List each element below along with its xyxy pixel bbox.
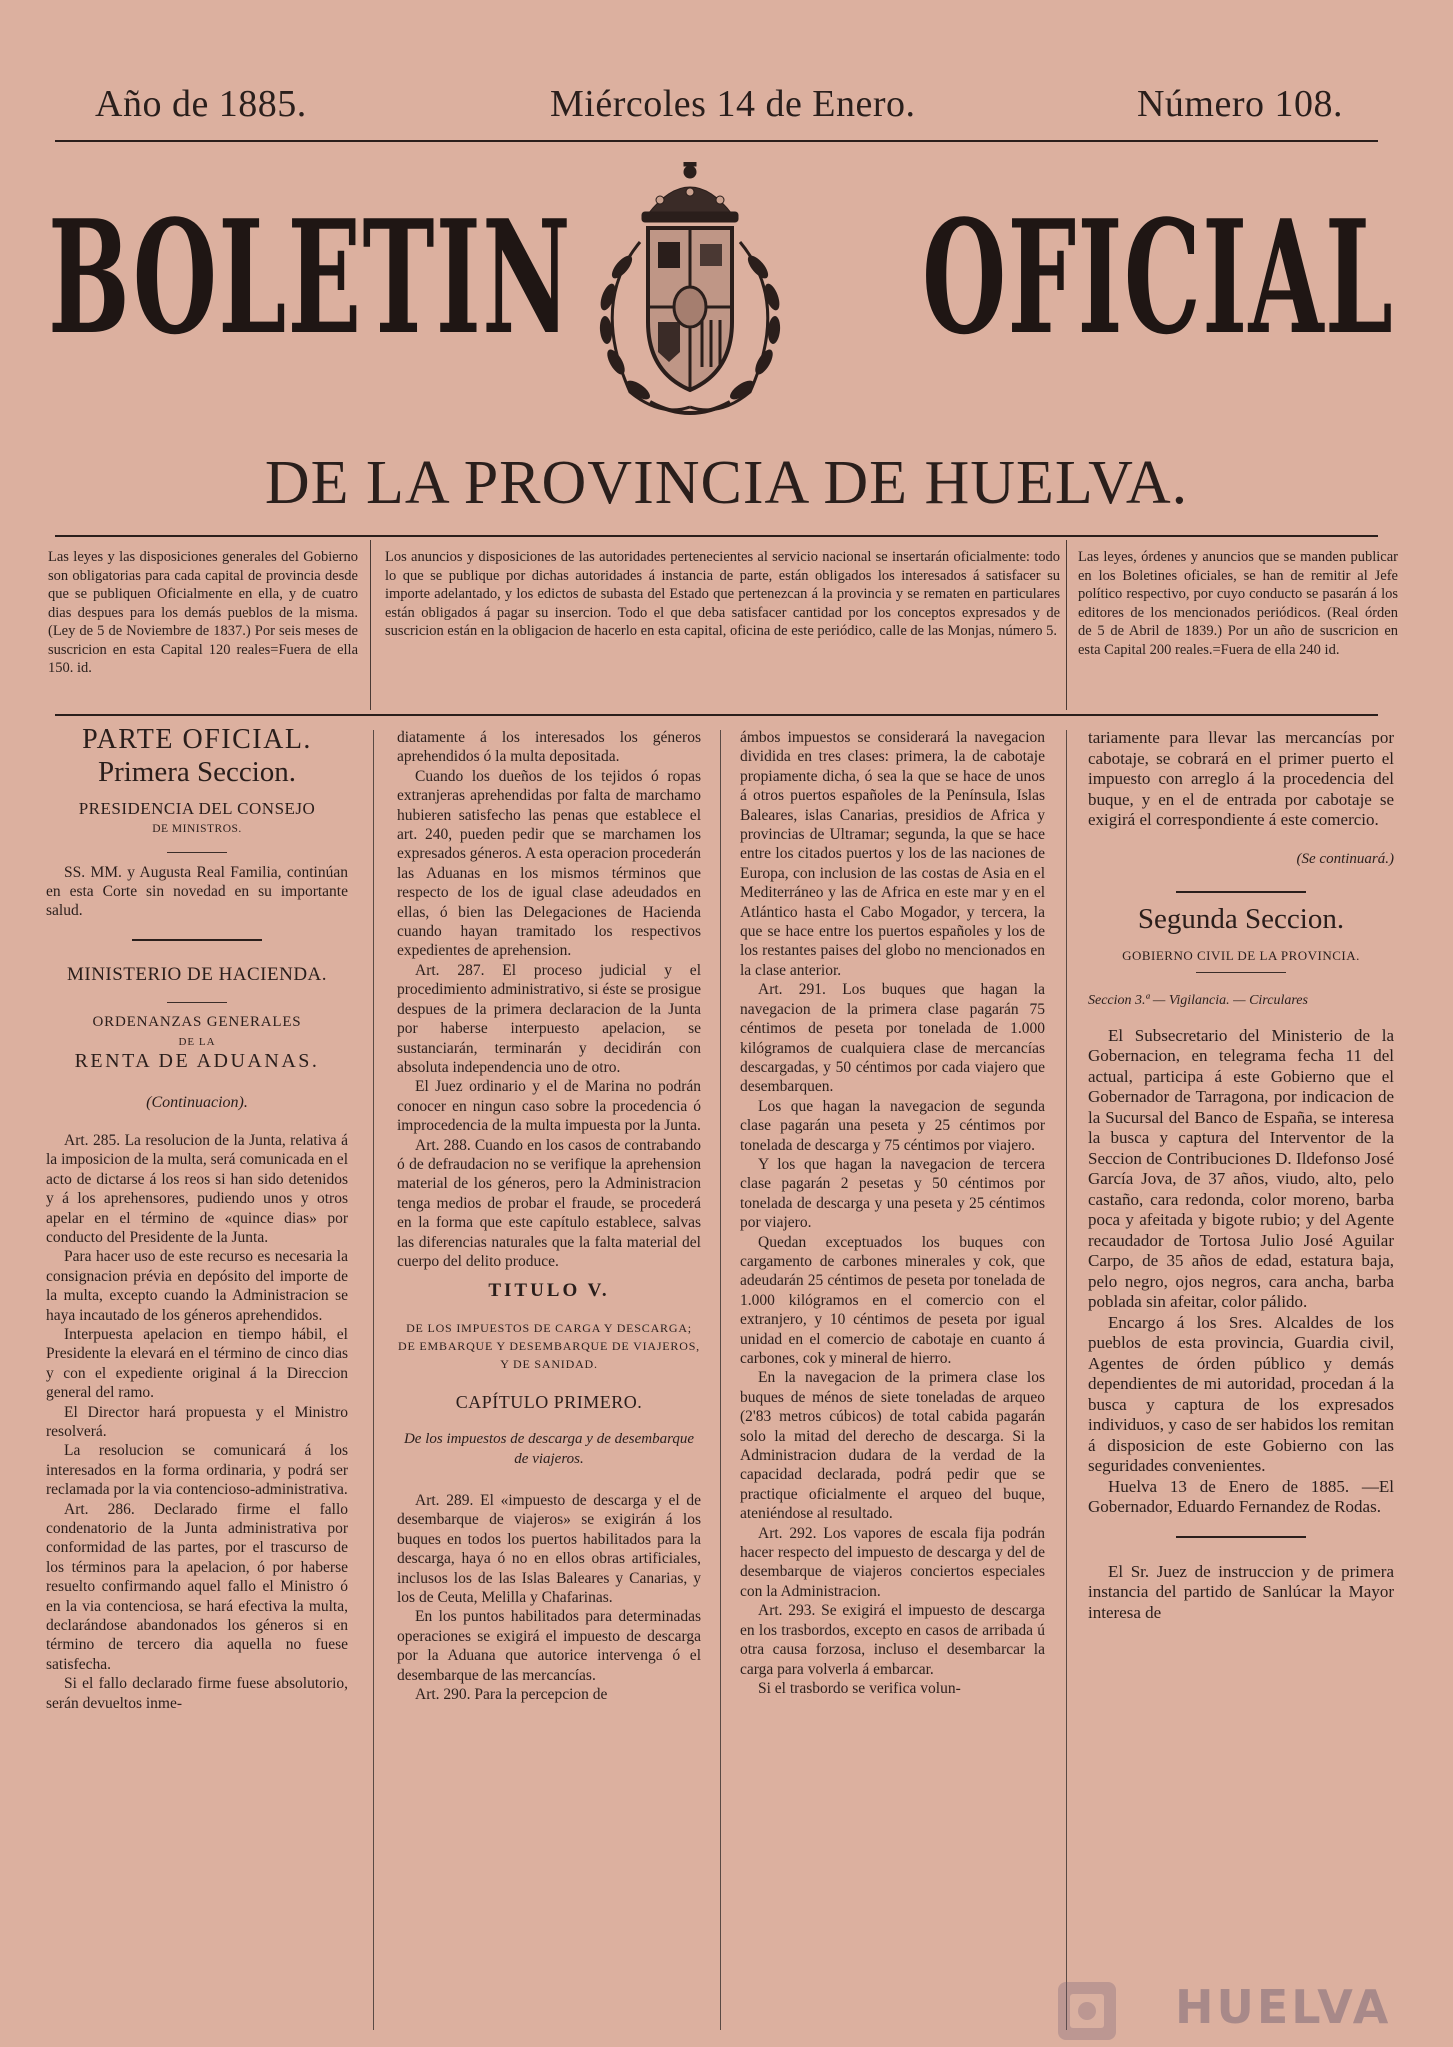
paragraph: El Director hará propuesta y el Ministro resolverá.	[46, 1403, 348, 1440]
divider	[167, 852, 227, 853]
titulo-subheading: DE LOS IMPUESTOS DE CARGA Y DESCARGA; DE EMBARQUE Y DESEMBARQUE DE VIAJEROS, Y DE SANIDAD.	[398, 1320, 700, 1371]
info-box-center: Los anuncios y disposiciones de las autoridades pertenecientes al servicio nacional se insertarán oficialmente: todo lo que se publique por dichas autoridades á instancia de parte, están obligados los interesados á satisfacer su importe adelantado, y los edictos de subasta del Estado que pertenezcan á la provincia y se rematen en particulares están obligados á pagar su insercion. Todo el que deba satisfacer cantidad por los conceptos expresados y de suscricion están en la obligacion de hacerlo en esta capital, oficina de este periódico, calle de las Monjas, número 5.	[385, 549, 1060, 639]
paragraph: Cuando los dueños de los tejidos ó ropas extranjeras aprehendidas por falta de marchamo hubieren satisfecho las penas que establece el art. 240, pueden pedir que se marchamen los expresados géneros. A esta operacion procederán las Aduanas en los mismos términos que respecto de los de igual clase adeudados en ellas, ó bien las Delegaciones de Hacienda cuando hayan tramitado los respectivos expedientes de aprehension.	[397, 767, 701, 960]
paragraph: Art. 290. Para la percepcion de	[415, 1686, 608, 1704]
masthead-oficial: OFICIAL	[922, 186, 1395, 369]
paragraph: Art. 287. El proceso judicial y el procedimiento administrativo, si éste se prosigue despues de la primera declaracion de la Junta por haberse interpuesto apelacion, se sustanciarán, terminarán y decidirán con absoluta independencia uno de otro.	[397, 961, 701, 1076]
paragraph: Art. 292. Los vapores de escala fija podrán hacer respecto del impuesto de descarga y del de desembarque de viajeros conciertos especiales con la Administracion.	[740, 1524, 1045, 1600]
paragraph: El Sr. Juez de instruccion y de primera instancia del partido de Sanlúcar la Mayor interesa de	[1088, 1561, 1394, 1622]
paragraph: ámbos impuestos se considerará la navegacion dividida en tres clases: primera, la de cabotaje propiamente dicha, ó sea la que se hace de unos á otros puertos españoles de la Península, Islas Baleares, islas Canarias, presidios de Africa y provincias de Ultramar; segunda, la que se hace entre los citados puertos y los de las naciones de Europa, con inclusion de las costas de Asia en el Mediterráneo y las de Africa en este mar y en el Atlántico hasta el Cabo Mogador, y tercera, la que se hace entre los puertos españoles y los de los restantes paises del globo no mencionados en la clase anterior.	[740, 729, 1045, 979]
paragraph: Y los que hagan la navegacion de tercera clase pagarán 2 pesetas y 50 céntimos por tonelada de descarga y una peseta y 25 céntimos por viajero.	[740, 1155, 1045, 1232]
paragraph: El Subsecretario del Ministerio de la Gobernacion, en telegrama fecha 11 del actual, participa á este Gobierno que el Gobernador de Tarragona, por indicacion de la Sucursal del Banco de España, se interesa la busca y captura del Interventor de la Seccion de Contribuciones D. Ildefonso José García Jova, de 37 años, viudo, alto, pelo castaño, cara redonda, color moreno, barba poca y afeitada y bigote rubio; y del Agente recaudador de Tortosa Julio José Aguilar Carpo, de 35 años de edad, estatura baja, pelo negro, ojos negros, cara ancha, barba poblada sin afeitar, color pálido.	[1088, 1025, 1394, 1311]
paragraph: Art. 288. Cuando en los casos de contrabando ó de defraudacion no se verifique la aprehension material de los géneros, pero la Administracion tenga medios de probar el fraude, se procederá en la forma que este capítulo establece, salvas las diferencias naturales que la falta material del cuerpo del delito produce.	[397, 1136, 701, 1270]
continuacion-note: (Continuacion).	[146, 1094, 248, 1112]
info-rule	[55, 714, 1378, 716]
gobierno-civil-heading: GOBIERNO CIVIL DE LA PROVINCIA.	[1122, 947, 1360, 963]
divider	[1176, 1536, 1306, 1538]
column-4	[1088, 728, 1394, 1623]
ordenanzas-heading: ORDENANZAS GENERALES	[92, 1014, 302, 1031]
header-rule	[55, 140, 1378, 142]
paragraph: Interpuesta apelacion en tiempo hábil, el Presidente la elevará en el término de cinco dias y con el expediente original á la Direccion general del ramo.	[46, 1325, 348, 1402]
parte-oficial-heading: PARTE OFICIAL.	[82, 724, 312, 755]
issue-number: Número 108.	[1136, 83, 1343, 125]
info-box-left: Las leyes y las disposiciones generales del Gobierno son obligatorias para cada capital de provincia desde que se publiquen Oficialmente en ella, y de cuatro dias despues para los demás pueblos de la misma. (Ley de 5 de Noviembre de 1837.) Por seis meses de suscricion en esta Capital 120 reales=Fuera de ella 150. id.	[48, 549, 358, 676]
divider	[1176, 891, 1306, 893]
column-3	[740, 728, 1045, 1698]
paragraph: Quedan exceptuados los buques con cargamento de carbones minerales y cok, que adeudarán 25 céntimos de peseta por tonelada de 1.000 kilógramos en el comercio con el extranjero, y 10 céntimos de peseta por igual unidad en el comercio de cabotaje en cuanto á carbones, cok y mineral de hierro.	[740, 1233, 1045, 1367]
column-2	[397, 728, 701, 1704]
archive-watermark-text: HUELVA	[1175, 1980, 1392, 2034]
paragraph: Los que hagan la navegacion de segunda clase pagarán una peseta y 25 céntimos por tonelada de descarga y 75 céntimos por viajero.	[740, 1097, 1045, 1154]
paragraph: Art. 286. Declarado firme el fallo condenatorio de la Junta administrativa por conformidad de las partes, por el trascurso de los términos para la apelacion, ó por haberse resuelto confirmando aquel fallo el Ministro ó en la via contenciosa, se hará efectiva la multa, declarándose abandonados los géneros si en término de tercero dia aquella no fuese satisfecha.	[46, 1500, 348, 1673]
seccion-vigilancia-heading: Seccion 3.ª — Vigilancia. — Circulares	[1088, 993, 1308, 1008]
paragraph: Encargo á los Sres. Alcaldes de los pueblos de esta provincia, Guardia civil, Agentes de órden público y demás dependientes de mi autoridad, procedan á la busca y captura de los expresados individuos, y caso de ser habidos los remitan á disposicion de este Gobierno con las seguridades convenientes.	[1088, 1312, 1394, 1475]
ministros-subheading: DE MINISTROS.	[152, 823, 242, 836]
header-line	[55, 82, 1383, 132]
masthead-boletin: BOLETIN	[48, 186, 572, 369]
presidencia-heading: PRESIDENCIA DEL CONSEJO	[78, 798, 316, 818]
paragraph: Art. 285. La resolucion de la Junta, relativa á la imposicion de la multa, será comunicada en el acto de dictarse á los reos si han sido detenidos y á los aprehensores, pudiendo unos y otros apelar en el término de «quince dias» por conducto del Presidente de la Junta.	[46, 1131, 348, 1246]
ministerio-heading: MINISTERIO DE HACIENDA.	[66, 963, 328, 985]
issue-year: Año de 1885.	[95, 83, 307, 125]
paragraph: Si el trasbordo se verifica volun-	[758, 1679, 961, 1697]
paragraph: Si el fallo declarado firme fuese absolutorio, serán devueltos inme-	[46, 1675, 348, 1712]
paragraph: Art. 291. Los buques que hagan la navegacion de la primera clase pagarán 75 céntimos de peseta por tonelada de 1.000 kilógramos de cualquiera clase de mercancías descargadas, y 50 céntimos por cada viajero que desembarquen.	[740, 981, 1045, 1096]
paragraph: El Juez ordinario y el de Marina no podrán conocer en ningun caso sobre la procedencia ó improcedencia de la multa impuesta por la Junta.	[397, 1078, 701, 1135]
continuara-note: (Se continuará.)	[1296, 850, 1394, 867]
paragraph: Para hacer uso de este recurso es necesaria la consignacion prévia en depósito del importe de la multa, excepto cuando la Administracion se haya incautado de los géneros aprehendidos.	[46, 1248, 348, 1324]
renta-heading: RENTA DE ADUANAS.	[74, 1050, 320, 1073]
divider	[1196, 972, 1286, 973]
masthead-subtitle: DE LA PROVINCIA DE HUELVA.	[264, 449, 1189, 517]
paragraph: La resolucion se comunicará á los interesados en la forma ordinaria, y podrá ser reclamada por la via contencioso-administrativa.	[46, 1442, 348, 1499]
column-separator	[373, 730, 374, 2030]
paragraph: Art. 293. Se exigirá el impuesto de descarga en los trasbordos, excepto en casos de arribada ú otra causa forzosa, incluso el desembarcar la carga para volverla á embarcar.	[740, 1602, 1045, 1678]
paragraph: tariamente para llevar las mercancías por cabotaje, se cobrará en el primer puerto el impuesto con arreglo á la procedencia del buque, y en el de entrada por cabotaje se exigirá el correspondiente á este comercio.	[1088, 728, 1394, 829]
masthead-rule	[55, 535, 1378, 537]
paragraph: En los puntos habilitados para determinadas operaciones se exigirá el impuesto de descarga por la Aduana que autorice intervenga ó el desembarque de las mercancías.	[397, 1608, 701, 1684]
primera-seccion-heading: Primera Seccion.	[97, 756, 297, 789]
paragraph: En la navegacion de la primera clase los buques de ménos de siete toneladas de arqueo (2'83 metros cúbicos) de total cabida pagarán solo la mitad del derecho de descarga. Si la Administracion dudara de la verdad de la capacidad declarada, podrá pedir que se practique oficialmente el arqueo del buque, ateniéndose al resultado.	[740, 1369, 1045, 1523]
paragraph: SS. MM. y Augusta Real Familia, continúan en esta Corte sin novedad en su importante salud.	[46, 863, 348, 920]
column-separator	[1066, 730, 1067, 2030]
coat-of-arms-icon	[570, 162, 810, 424]
info-box-right: Las leyes, órdenes y anuncios que se manden publicar en los Boletines oficiales, se han de remitir al Jefe político respectivo, por cuyo conducto se pasarán á los editores de los mencionados periódicos. (Real órden de 5 de Abril de 1839.) Por un año de suscricion en esta Capital 200 reales.=Fuera de ella 240 id.	[1078, 549, 1398, 658]
column-separator	[720, 730, 721, 2030]
column-1	[46, 724, 348, 1713]
info-separator	[1066, 540, 1067, 710]
segunda-seccion-heading: Segunda Seccion.	[1137, 903, 1345, 935]
divider	[132, 939, 262, 941]
paragraph: diatamente á los interesados los géneros aprehendidos ó la multa depositada.	[397, 729, 701, 766]
paragraph: Huelva 13 de Enero de 1885. —El Gobernador, Eduardo Fernandez de Rodas.	[1088, 1476, 1394, 1516]
paragraph: Art. 289. El «impuesto de descarga y el de desembarque de viajeros» se exigirán á los buques en todos los puertos habilitados para la descarga, haya ó no en ellos obras artificiales, inclusos los de las Islas Baleares y Canarias, y los de Ceuta, Melilla y Chafarinas.	[397, 1492, 701, 1607]
titulo-heading: TITULO V.	[488, 1280, 610, 1302]
issue-date: Miércoles 14 de Enero.	[550, 83, 916, 125]
capitulo-heading: CAPÍTULO PRIMERO.	[455, 1391, 643, 1412]
divider	[167, 1002, 227, 1003]
info-separator	[370, 540, 371, 710]
de-la-heading: DE LA	[178, 1035, 216, 1048]
capitulo-subheading: De los impuestos de descarga y de desembarque de viajeros.	[403, 1431, 695, 1467]
